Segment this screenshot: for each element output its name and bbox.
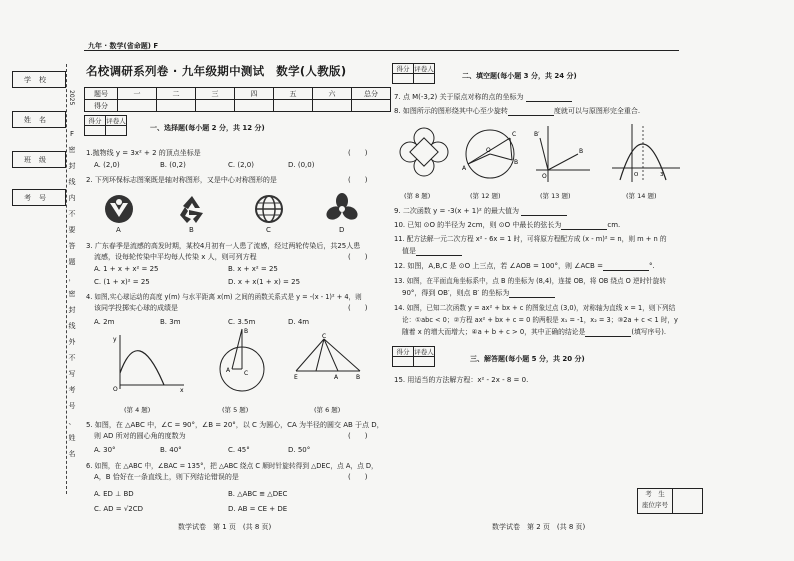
question-6-line-1: 6. 如图，在 △ABC 中，∠BAC = 135°，把 △ABC 绕点 C 顺时针旋转得到 △DEC，点 A，点 D，	[86, 462, 378, 470]
question-14-text: 随着 x 的增大而增大；④a + b + c > 0，其中正确的结论是	[402, 328, 586, 336]
score-cell[interactable]	[85, 126, 106, 136]
score-entry-cell[interactable]	[352, 100, 391, 112]
score-entry-cell[interactable]	[157, 100, 196, 112]
q4-option-c: C. 3.5m	[228, 318, 256, 326]
score-row-label: 得分	[85, 100, 118, 112]
question-9	[394, 206, 567, 216]
score-cell[interactable]	[393, 357, 414, 367]
seal-char: 写	[68, 370, 76, 378]
svg-text:A: A	[462, 165, 467, 172]
svg-text:C: C	[244, 370, 249, 377]
caption-q4: (第 4 题)	[124, 406, 151, 414]
seal-char: 外	[68, 338, 76, 346]
score-table	[84, 87, 391, 112]
q2-label-d: D	[339, 226, 345, 234]
seal-char: 、	[68, 418, 76, 426]
svg-text:O: O	[486, 147, 491, 154]
question-4-line-1: 4. 如图,实心球运动的高度 y(m) 与水平距离 x(m) 之间的函数关系式是 y = -(x - 1)² + 4，则	[86, 293, 362, 301]
svg-text:y: y	[113, 336, 117, 343]
figure-8-clover	[396, 124, 452, 180]
question-9-text: 9. 二次函数 y = -3(x + 1)² 的最大值为	[394, 207, 519, 215]
score-entry-cell[interactable]	[274, 100, 313, 112]
question-11-line-2	[402, 246, 462, 256]
seal-char: 内	[68, 194, 76, 202]
score-header-cell: 总分	[352, 88, 391, 100]
score-header-cell: 四	[235, 88, 274, 100]
answer-blank-13[interactable]	[509, 289, 555, 298]
question-14-tail: (填写序号).	[631, 328, 667, 336]
seal-char: 名	[68, 450, 76, 458]
answer-paren-3[interactable]: ( )	[348, 253, 368, 261]
q3-option-c: C. (1 + x)² = 25	[94, 278, 150, 286]
mini-score-1	[84, 115, 127, 136]
svg-text:A: A	[226, 367, 231, 374]
figure-6-triangles	[294, 333, 366, 387]
question-14-line-2: 论：①abc < 0；②方程 ax² + bx + c = 0 的两根是 x₁ = -1，x₂ = 3；③2a + c < 1 时，y	[402, 316, 678, 324]
svg-text:O: O	[542, 173, 547, 180]
seal-char: 题	[68, 258, 76, 266]
answer-paren-1[interactable]: ( )	[348, 149, 368, 157]
q5-option-b: B. 40°	[160, 446, 182, 454]
q2-label-b: B	[189, 226, 194, 234]
q4-option-b: B. 3m	[160, 318, 181, 326]
score-header-cell: 六	[313, 88, 352, 100]
question-7-text: 7. 点 M(-3,2) 关于原点对称的点的坐标为	[394, 93, 524, 101]
caption-q14: (第 14 题)	[626, 192, 657, 200]
question-8-tail: 度就可以与原图形完全重合.	[553, 107, 641, 115]
q1-option-d: D. (0,0)	[288, 161, 315, 169]
grader-cell[interactable]	[414, 357, 435, 367]
svg-text:O: O	[113, 386, 118, 393]
score-entry-cell[interactable]	[235, 100, 274, 112]
section-1-title: 一、选择题(每小题 2 分，共 12 分)	[150, 124, 265, 132]
score-header-cell: 一	[118, 88, 157, 100]
score-label: 得分	[393, 347, 414, 357]
answer-blank-12[interactable]	[603, 262, 649, 271]
caption-q6: (第 6 题)	[314, 406, 341, 414]
answer-blank-11[interactable]	[416, 247, 462, 256]
question-15: 15. 用适当的方法解方程：x² - 2x - 8 = 0.	[394, 376, 529, 384]
score-entry-cell[interactable]	[196, 100, 235, 112]
svg-text:B: B	[244, 328, 249, 335]
seat-label-line-2: 座位序号	[642, 501, 668, 509]
class-field[interactable]: 班级	[12, 151, 66, 168]
paper-header: 九年 · 数学(省命题) F	[88, 42, 159, 50]
question-12-text: 12. 如图，A,B,C 是 ⊙O 上三点，若 ∠AOB = 100°，则 ∠ACB =	[394, 262, 603, 270]
question-10-text: 10. 已知 ⊙O 的半径为 2cm，则 ⊙O 中最长的弦长为	[394, 221, 562, 229]
seal-char: 答	[68, 242, 76, 250]
side-year: 2025	[68, 90, 75, 106]
question-8-text: 8. 如图所示的图形绕其中心至少旋转	[394, 107, 508, 115]
svg-text:B: B	[579, 148, 584, 155]
mini-score-3	[392, 346, 435, 367]
score-header-cell: 题号	[85, 88, 118, 100]
score-label: 得分	[85, 116, 106, 126]
svg-text:B: B	[356, 374, 361, 381]
question-1: 1.抛物线 y = 3x² + 2 的顶点坐标是	[86, 149, 201, 157]
figure-13-axes	[532, 124, 592, 184]
section-3-title: 三、解答题(每小题 5 分，共 20 分)	[470, 355, 585, 363]
symbol-d-icon	[325, 192, 359, 226]
seal-char: 考	[68, 386, 76, 394]
score-entry-cell[interactable]	[313, 100, 352, 112]
caption-q8: (第 8 题)	[404, 192, 431, 200]
question-5-line-1: 5. 如图，在 △ABC 中，∠C = 90°，∠B = 20°，以 C 为圆心，CA 为半径的圆交 AB 于点 D，	[86, 421, 384, 429]
grader-label: 评卷人	[106, 117, 126, 125]
caption-q12: (第 12 题)	[470, 192, 501, 200]
seal-char: 不	[68, 210, 76, 218]
seal-char: F	[69, 130, 75, 138]
question-13-text: 90°，得到 OB′，则点 B′ 的坐标为	[402, 289, 510, 297]
footer-page-1: 数学试卷 第 1 页 (共 8 页)	[178, 523, 272, 531]
seat-label-line-1: 考 生	[645, 490, 665, 498]
score-cell[interactable]	[393, 74, 414, 84]
grader-cell[interactable]	[414, 74, 435, 84]
paper-title: 名校调研系列卷 · 九年级期中测试 数学(人教版)	[86, 64, 347, 78]
q1-option-c: C. (2,0)	[228, 161, 254, 169]
figure-4-parabola	[110, 333, 186, 393]
q2-label-a: A	[116, 226, 121, 234]
score-header-cell: 二	[157, 88, 196, 100]
exam-number-field[interactable]: 考号	[12, 189, 66, 206]
question-10	[394, 220, 620, 230]
q6-option-b: B. △ABC ≌ △DEC	[228, 490, 288, 498]
grader-cell[interactable]	[106, 126, 127, 136]
q3-option-d: D. x + x(1 + x) = 25	[228, 278, 301, 286]
svg-text:E: E	[294, 374, 298, 381]
question-14-line-1: 14. 如图，已知二次函数 y = ax² + bx + c 的图象过点 (3,0)，对称轴为直线 x = 1，则下列结	[394, 304, 676, 312]
question-6-line-2: A，B 恰好在一条直线上，则下列结论错误的是	[94, 473, 239, 481]
question-13-line-2	[402, 288, 555, 298]
q4-option-a: A. 2m	[94, 318, 115, 326]
question-10-tail: cm.	[607, 221, 621, 229]
grader-label: 评卷人	[414, 348, 434, 356]
seat-number-box[interactable]	[637, 488, 703, 514]
seal-char: 线	[68, 178, 76, 186]
q3-option-a: A. 1 + x + x² = 25	[94, 265, 159, 273]
seal-char: 不	[68, 354, 76, 362]
answer-paren-5[interactable]: ( )	[348, 432, 368, 440]
score-entry-cell[interactable]	[118, 100, 157, 112]
answer-blank-9[interactable]	[521, 207, 567, 216]
question-13-line-1: 13. 如图，在平面直角坐标系中，点 B 的坐标为 (8,4)，连接 OB，将 OB 绕点 O 逆时针旋转	[394, 277, 666, 285]
q6-option-d: D. AB = CE + DE	[228, 505, 288, 513]
seat-label	[638, 489, 673, 513]
q5-option-a: A. 30°	[94, 446, 116, 454]
seal-char: 要	[68, 226, 76, 234]
seal-char: ，	[68, 274, 76, 282]
question-8	[394, 106, 640, 116]
caption-q13: (第 13 题)	[540, 192, 571, 200]
name-field[interactable]: 姓名	[12, 111, 66, 128]
figure-5-circle	[212, 325, 272, 395]
svg-text:3: 3	[660, 172, 664, 178]
answer-paren-6[interactable]: ( )	[348, 473, 368, 481]
symbol-a-icon	[102, 193, 136, 225]
question-4-line-2: 该同学投掷实心球的成绩是	[94, 304, 178, 312]
question-2: 2. 下列环保标志图案既是轴对称图形，又是中心对称图形的是	[86, 176, 277, 184]
q6-option-a: A. ED ⊥ BD	[94, 490, 134, 498]
q1-option-b: B. (0,2)	[160, 161, 186, 169]
seal-char: 封	[68, 306, 76, 314]
score-header-cell: 五	[274, 88, 313, 100]
svg-text:B′: B′	[534, 131, 540, 138]
seal-char: 姓	[68, 434, 76, 442]
answer-blank-10[interactable]	[561, 221, 607, 230]
grader-label: 评卷人	[414, 65, 434, 73]
question-14-line-3	[402, 327, 666, 337]
seal-text	[67, 128, 77, 464]
seal-char: 线	[68, 322, 76, 330]
figure-12-circle	[458, 124, 524, 184]
svg-text:C: C	[512, 131, 517, 138]
section-2-title: 二、填空题(每小题 3 分，共 24 分)	[462, 72, 577, 80]
question-3-line-2: 流感，设每轮传染中平均每人传染 x 人，则可列方程	[94, 253, 257, 261]
mini-score-2	[392, 63, 435, 84]
q4-option-d: D. 4m	[288, 318, 310, 326]
score-header-cell: 三	[196, 88, 235, 100]
question-12-tail: °.	[648, 262, 655, 270]
question-5-line-2: 则 AD 所对的圆心角的度数为	[94, 432, 186, 440]
seal-char: 密	[68, 290, 76, 298]
answer-blank-14[interactable]	[585, 328, 631, 337]
answer-paren-4[interactable]: ( )	[348, 304, 368, 312]
school-field[interactable]: 学校	[12, 71, 66, 88]
q5-option-d: D. 50°	[288, 446, 311, 454]
svg-text:x: x	[180, 387, 184, 394]
svg-text:C: C	[322, 333, 327, 340]
q1-option-a: A. (2,0)	[94, 161, 120, 169]
score-label: 得分	[393, 64, 414, 74]
caption-q5: (第 5 题)	[222, 406, 249, 414]
symbol-b-icon	[175, 193, 209, 225]
footer-page-2: 数学试卷 第 2 页 (共 8 页)	[492, 523, 586, 531]
seal-char: 号	[68, 402, 76, 410]
q3-option-b: B. x + x² = 25	[228, 265, 278, 273]
q6-option-c: C. AD = √2CD	[94, 505, 144, 513]
q5-option-c: C. 45°	[228, 446, 250, 454]
symbol-c-icon	[252, 193, 286, 225]
question-7	[394, 92, 572, 102]
answer-paren-2[interactable]: ( )	[348, 176, 368, 184]
q2-label-c: C	[266, 226, 271, 234]
figure-14-parabola	[610, 122, 682, 184]
svg-text:O: O	[634, 172, 639, 178]
seal-char: 密	[68, 146, 76, 154]
answer-blank-8[interactable]	[508, 107, 554, 116]
question-11-line-1: 11. 配方法解一元二次方程 x² - 6x = 1 时，可将原方程配方成 (x - m)² = n，则 m + n 的	[394, 235, 667, 243]
question-3-line-1: 3. 广东春季是流感的高发时期，某校4月初有一人患了流感，经过两轮传染后，共25人患	[86, 242, 361, 250]
header-rule	[84, 50, 679, 51]
seal-char: 封	[68, 162, 76, 170]
svg-text:B: B	[514, 159, 519, 166]
svg-text:A: A	[334, 374, 339, 381]
question-12	[394, 261, 655, 271]
question-11-text: 值是	[402, 247, 416, 255]
answer-blank-7[interactable]	[526, 93, 572, 102]
answer-area-15[interactable]	[394, 390, 684, 485]
